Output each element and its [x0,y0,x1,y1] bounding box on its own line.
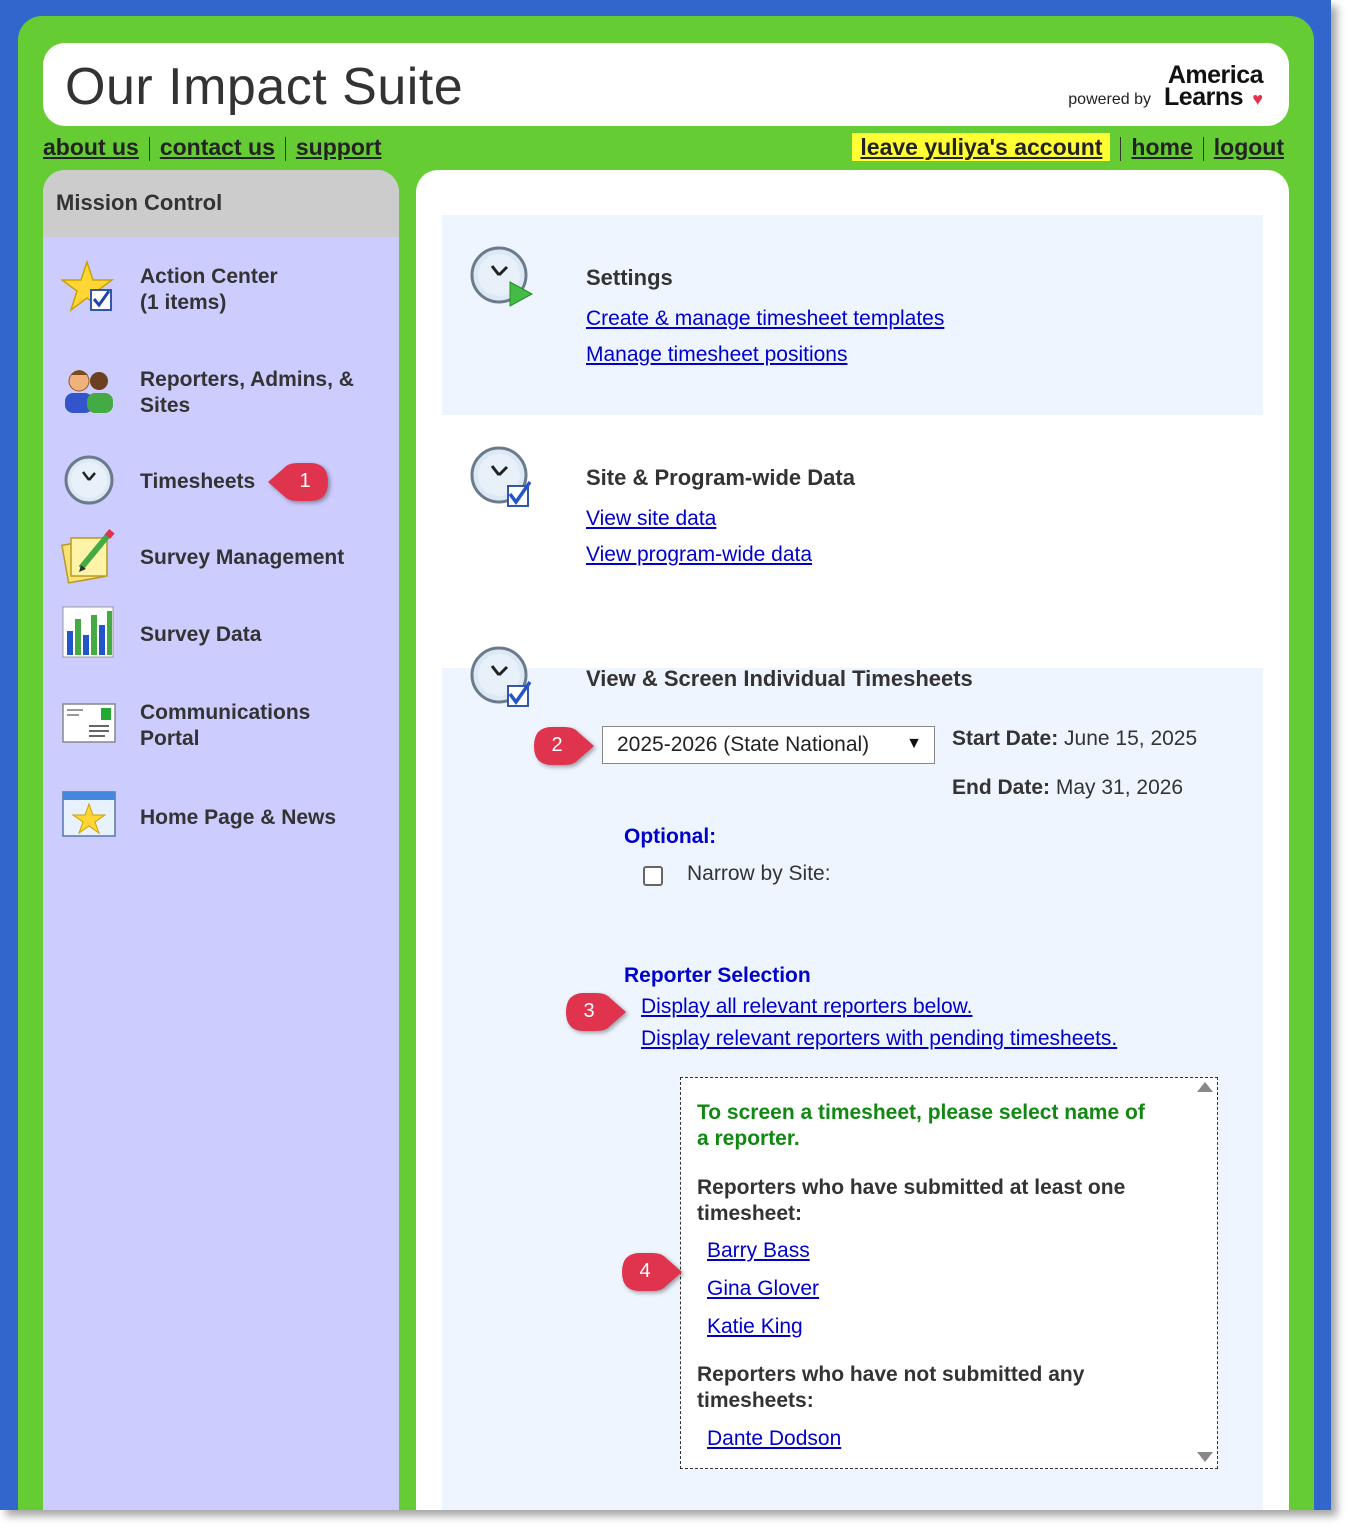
notepad-pencil-icon [61,528,117,584]
callout-badge-3 [564,992,626,1032]
sidebar-item-label-line: Communications [140,701,311,724]
sidebar-item-reporters-admins-sites[interactable] [43,363,399,423]
individual-timesheets-title: View & Screen Individual Timesheets [586,666,973,691]
callout-badge-2 [532,726,594,766]
america-learns-logo [1003,61,1263,111]
submitted-reporters-heading [697,1175,1177,1227]
clock-check-icon [468,444,534,510]
reporter-selection-heading: Reporter Selection [624,964,811,987]
nav-divider [1120,137,1121,161]
sidebar-item-label: Survey Data [140,623,262,646]
callout-number: 4 [639,1260,651,1282]
brand-powered-text: powered by [1068,91,1151,108]
not-submitted-heading-line: timesheets: [697,1389,814,1412]
site-data-title: Site & Program-wide Data [586,465,855,490]
display-all-reporters-link[interactable]: Display all relevant reporters below. [641,995,973,1018]
view-program-data-link[interactable]: View program-wide data [586,543,813,566]
end-date-value: May 31, 2026 [1055,776,1184,799]
narrow-by-site-label: Narrow by Site: [687,862,831,885]
clock-play-icon [468,244,534,310]
optional-heading: Optional: [624,825,717,848]
reporter-link-gina-glover[interactable]: Gina Glover [707,1277,820,1300]
sidebar-item-timesheets[interactable] [43,452,399,510]
sidebar-item-label-line: Action Center [140,265,278,288]
callout-badge-1 [268,462,330,502]
sidebar-heading: Mission Control [43,170,399,237]
sidebar-item-label-line: (1 items) [140,291,227,314]
start-date [952,727,1197,751]
view-site-data-link[interactable]: View site data [586,507,717,530]
star-check-icon [61,260,117,316]
people-icon [61,363,117,419]
reporter-link-katie-king[interactable]: Katie King [707,1315,803,1338]
callout-badge-4 [620,1252,682,1292]
sidebar-item-label-line: Portal [140,727,200,750]
clock-icon [61,452,117,508]
start-date-label: Start Date: [952,727,1059,750]
submitted-heading-line: Reporters who have submitted at least one [697,1176,1126,1199]
submitted-heading-line: timesheet: [697,1202,803,1225]
not-submitted-heading-line: Reporters who have not submitted any [697,1363,1085,1386]
not-submitted-reporters-heading [697,1362,1177,1414]
sidebar-item-label: Home Page & News [140,806,337,829]
scroll-down-arrow-icon[interactable] [1197,1452,1213,1462]
brand-america-text: America [1167,61,1263,89]
sidebar-item-label: Timesheets [140,470,256,493]
sidebar-item-label [140,264,278,316]
brand-learns-text: Learns [1164,83,1243,111]
app-title: Our Impact Suite [65,58,464,116]
contact-us-link[interactable]: contact us [159,134,275,160]
leave-account-link[interactable]: leave yuliya's account [852,133,1110,161]
top-nav-left [43,134,381,161]
app-header [43,43,1289,126]
reporter-instruction-line: To screen a timesheet, please select name of [697,1101,1145,1124]
about-us-link[interactable]: about us [43,134,139,160]
main-content [416,170,1289,1510]
display-pending-reporters-link[interactable]: Display relevant reporters with pending timesheets. [641,1027,1118,1050]
callout-number: 1 [299,470,311,492]
callout-number: 3 [583,1000,595,1022]
sidebar-item-home-page-news[interactable] [43,788,399,846]
callout-number: 2 [551,734,563,756]
star-window-icon [61,788,117,844]
sidebar-item-survey-management[interactable] [43,528,399,586]
nav-divider [285,137,286,161]
sidebar-item-label [140,700,310,752]
end-date [952,776,1183,800]
sidebar-item-action-center[interactable] [43,260,399,320]
reporter-link-barry-bass[interactable]: Barry Bass [707,1239,810,1262]
program-period-select[interactable] [602,726,935,764]
clock-check-icon [468,644,534,710]
scroll-up-arrow-icon[interactable] [1197,1082,1213,1092]
settings-title: Settings [586,265,673,290]
sidebar-item-survey-data[interactable] [43,605,399,663]
sidebar-item-label-line: Sites [140,394,191,417]
reporter-link-dante-dodson[interactable]: Dante Dodson [707,1427,842,1450]
nav-divider [1203,137,1204,161]
logout-link[interactable]: logout [1213,134,1284,160]
sidebar-item-label: Survey Management [140,546,345,569]
nav-divider [149,137,150,161]
heart-icon: ♥ [1252,89,1263,109]
start-date-value: June 15, 2025 [1064,727,1198,750]
dropdown-arrow-icon: ▼ [906,735,922,752]
program-period-value: 2025-2026 (State National) [617,733,870,756]
bar-chart-icon [61,605,117,661]
envelope-icon [61,696,117,752]
home-link[interactable]: home [1131,134,1193,160]
end-date-label: End Date: [952,776,1051,799]
reporter-listbox[interactable] [680,1077,1218,1469]
sidebar [43,170,399,1510]
reporter-instruction-line: a reporter. [697,1127,800,1150]
manage-templates-link[interactable]: Create & manage timesheet templates [586,307,945,330]
sidebar-item-label [140,367,354,419]
sidebar-item-communications-portal[interactable] [43,696,399,756]
reporter-instruction [697,1100,1177,1152]
support-link[interactable]: support [295,134,382,160]
manage-positions-link[interactable]: Manage timesheet positions [586,343,848,366]
narrow-by-site-checkbox[interactable] [643,866,663,886]
sidebar-item-label-line: Reporters, Admins, & [140,368,354,391]
top-nav-right [852,134,1284,161]
